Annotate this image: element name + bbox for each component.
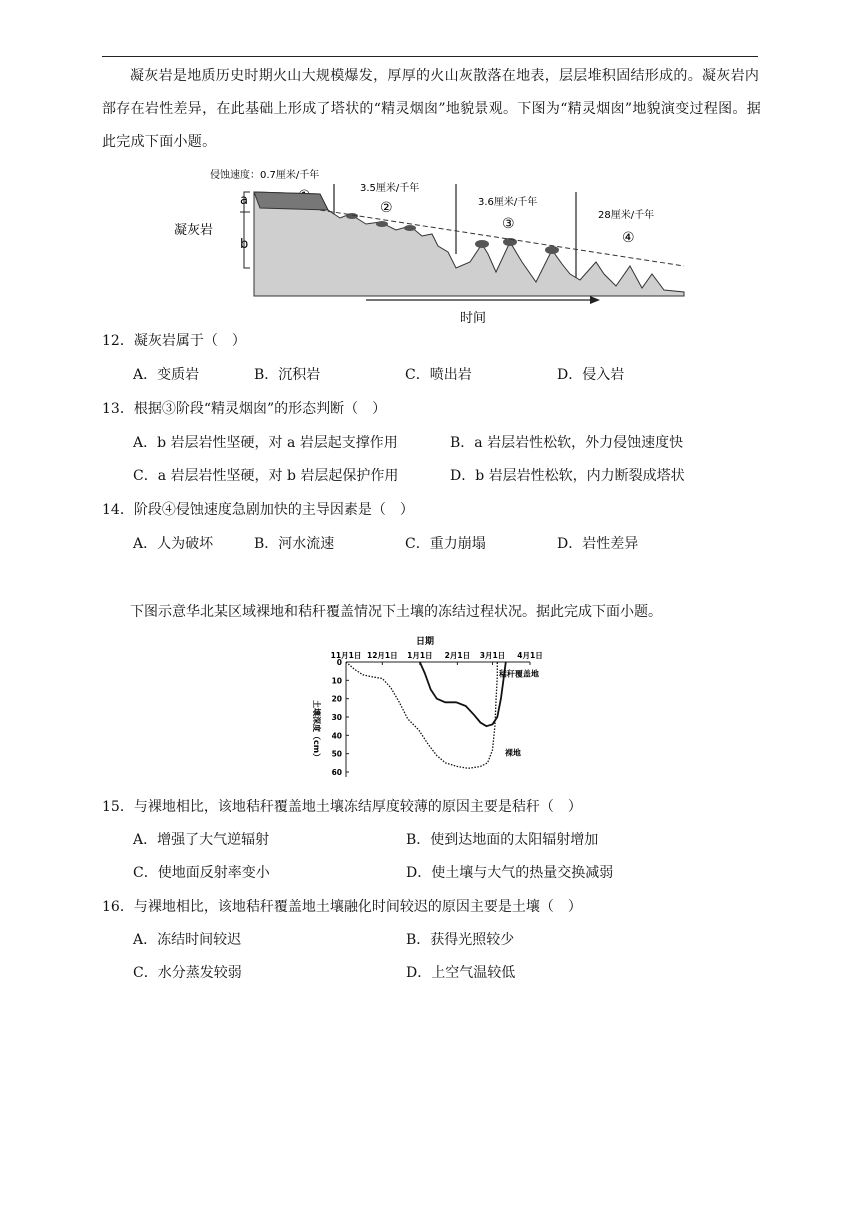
q12-option-b[interactable]: B．沉积岩 [254, 367, 321, 383]
time-arrowhead [590, 296, 600, 304]
erosion-figure [170, 162, 700, 332]
q14-option-d[interactable]: D．岩性差异 [557, 536, 639, 552]
x-tick-label: 1月1日 [407, 651, 433, 660]
rock-cap-layer [254, 192, 328, 210]
stage-1-rate: 侵蚀速度：0.7厘米/千年 [210, 170, 320, 181]
q13-option-b[interactable]: B．a 岩层岩性松软，外力侵蚀速度快 [450, 435, 684, 451]
soil-freeze-chart [300, 632, 560, 782]
x-tick-label: 3月1日 [479, 651, 506, 660]
x-tick-label: 2月1日 [444, 651, 471, 660]
passage-2: 下图示意华北某区域裸地和秸秆覆盖情况下土壤的冻结过程状况。据此完成下面小题。 [130, 604, 662, 620]
q16-option-a[interactable]: A．冻结时间较迟 [133, 932, 242, 948]
stage-4-rate: 28厘米/千年 [598, 210, 655, 221]
series-label: 裸地 [504, 748, 521, 758]
x-tick-label: 4月1日 [517, 651, 543, 660]
layer-a-label: a [240, 193, 248, 208]
y-tick-label: 60 [331, 768, 342, 777]
q16-option-b[interactable]: B．获得光照较少 [406, 932, 515, 948]
q12-option-a[interactable]: A．变质岩 [133, 367, 200, 383]
layer-b-label: b [240, 237, 249, 252]
q13-option-c[interactable]: C．a 岩层岩性坚硬，对 b 岩层起保护作用 [133, 468, 399, 484]
q14-option-b[interactable]: B．河水流速 [254, 536, 335, 552]
series-label: 秸秆覆盖地 [498, 669, 539, 679]
y-tick-label: 20 [331, 694, 342, 704]
q16-stem: 16．与裸地相比，该地秸秆覆盖地土壤融化时间较迟的原因主要是土壤（ ） [102, 899, 582, 915]
q14-stem: 14．阶段④侵蚀速度急剧加快的主导因素是（ ） [102, 502, 414, 518]
q14-option-c[interactable]: C．重力崩塌 [405, 536, 486, 552]
y-tick-label: 0 [336, 658, 342, 667]
q16-option-d[interactable]: D．上空气温较低 [406, 965, 516, 981]
x-axis-label: 日期 [416, 637, 435, 647]
q15-stem: 15．与裸地相比，该地秸秆覆盖地土壤冻结厚度较薄的原因主要是秸秆（ ） [102, 799, 582, 815]
y-axis-label: 土壤深度（cm） [312, 700, 321, 762]
series-line-straw-covered [420, 662, 506, 726]
time-label: 时间 [460, 311, 487, 326]
q14-option-a[interactable]: A．人为破坏 [133, 536, 214, 552]
stage-3-marker: ③ [502, 216, 515, 232]
q12-stem: 12．凝灰岩属于（ ） [102, 333, 246, 349]
rock-label: 凝灰岩 [174, 223, 214, 238]
q15-option-c[interactable]: C．使地面反射率变小 [133, 865, 270, 881]
q15-option-a[interactable]: A．增强了大气逆辐射 [133, 832, 270, 848]
x-ticks [331, 651, 543, 665]
q12-option-c[interactable]: C．喷出岩 [405, 367, 472, 383]
q16-option-c[interactable]: C．水分蒸发较弱 [133, 965, 242, 981]
stage-4-marker: ④ [622, 230, 635, 246]
stage-2-marker: ② [380, 200, 393, 216]
passage-1: 凝灰岩是地质历史时期火山大规模爆发，厚厚的火山灰散落在地表，层层堆积固结形成的。凝灰岩内部存在岩性差异，在此基础上形成了塔状的“精灵烟囱”地貌景观。下图为“精灵烟囱”地貌演变过程图。据此完成下面小题。 [102, 68, 762, 150]
q15-option-b[interactable]: B．使到达地面的太阳辐射增加 [406, 832, 599, 848]
y-tick-label: 10 [331, 676, 342, 686]
y-tick-label: 50 [331, 749, 342, 759]
q13-stem: 13．根据③阶段“精灵烟囱”的形态判断（ ） [102, 401, 387, 417]
stage-3-rate: 3.6厘米/千年 [478, 197, 538, 208]
q13-option-a[interactable]: A．b 岩层岩性坚硬，对 a 岩层起支撑作用 [133, 435, 398, 451]
stage-2-rate: 3.5厘米/千年 [360, 183, 420, 194]
q15-option-d[interactable]: D．使土壤与大气的热量交换减弱 [406, 865, 614, 881]
header-rule [102, 56, 758, 57]
y-tick-label: 30 [331, 713, 342, 722]
x-tick-label: 12月1日 [366, 651, 398, 660]
q13-option-d[interactable]: D．b 岩层岩性松软，内力断裂成塔状 [450, 468, 685, 484]
q12-option-d[interactable]: D．侵入岩 [557, 367, 625, 383]
series-layer [346, 662, 539, 768]
x-tick-label: 11月1日 [330, 651, 362, 660]
y-tick-label: 40 [331, 731, 342, 741]
